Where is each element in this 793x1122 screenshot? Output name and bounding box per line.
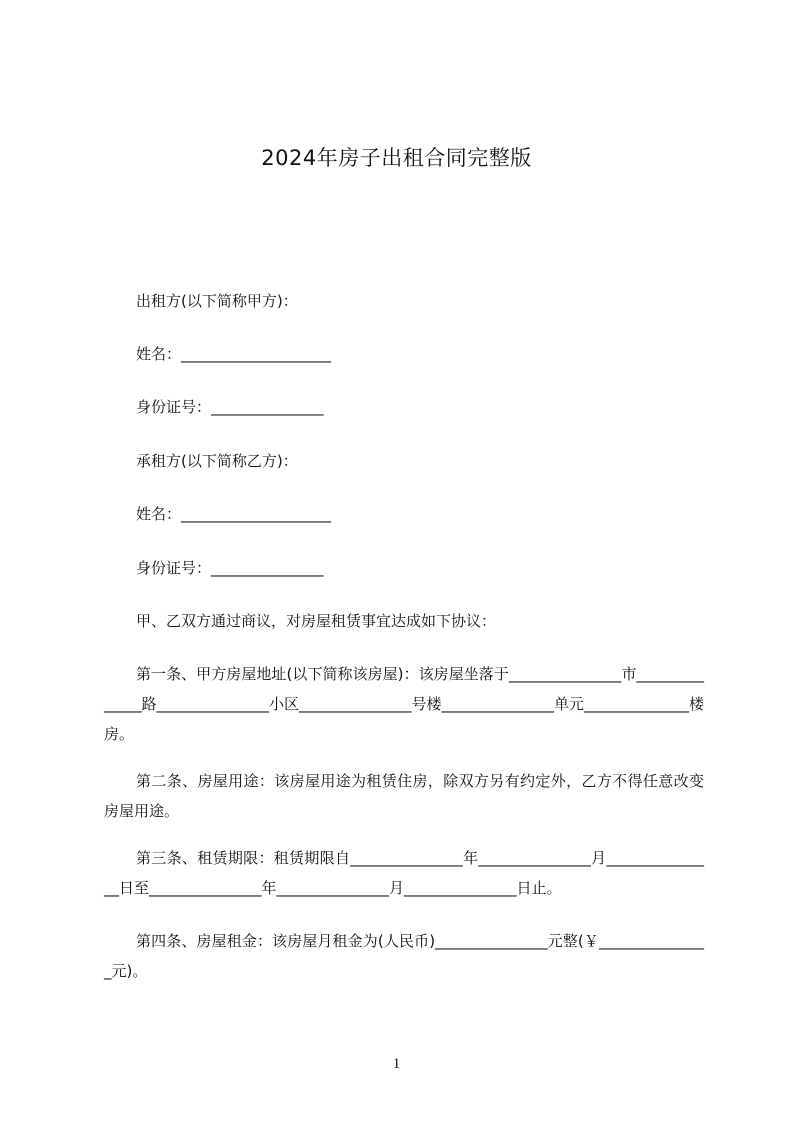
page-title: 2024年房子出租合同完整版: [261, 146, 532, 170]
article-1: 第一条、甲方房屋地址(以下简称该房屋)：该房屋坐落于_______________市______________路_______________小区_______________号楼_______________单元______________楼房。: [104, 665, 705, 743]
lessee-heading: 承租方(以下简称乙方)：: [136, 452, 298, 470]
lessee-name-field: 姓名：____________________: [136, 505, 332, 523]
article-2: 第二条、房屋用途：该房屋用途为租赁住房，除双方另有约定外，乙方不得任意改变房屋用途。: [104, 772, 704, 820]
article-4: 第四条、房屋租金：该房屋月租金为(人民币)_______________元整(￥_______________元)。: [104, 932, 704, 980]
article-3: 第三条、租赁期限：租赁期限自_______________年_______________月_______________日至_______________年_______________月_______________日止。: [104, 849, 704, 897]
page-number: 1: [392, 1056, 401, 1072]
lessee-id-field: 身份证号：_______________: [136, 559, 324, 577]
lessor-id-field: 身份证号：_______________: [136, 398, 324, 416]
lessor-heading: 出租方(以下简称甲方)：: [136, 292, 298, 310]
lessor-name-field: 姓名：____________________: [136, 345, 332, 363]
agreement-intro: 甲、乙双方通过商议，对房屋租赁事宜达成如下协议：: [136, 612, 497, 630]
